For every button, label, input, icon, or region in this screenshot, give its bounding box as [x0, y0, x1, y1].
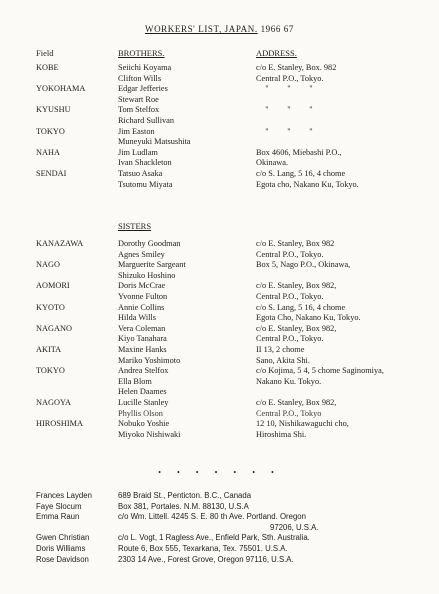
field-name: TOKYO [36, 126, 65, 136]
worker-name: Faye Slocum [36, 501, 82, 511]
title-text: WORKERS' LIST, JAPAN. [144, 24, 258, 34]
address-text: c/o L. Vogt, 1 Ragless Ave., Enfield Park, Sth. Australia. [118, 533, 310, 543]
address-text: c/o E. Stanley, Box 982 [256, 239, 335, 248]
field-name: YOKOHAMA [36, 84, 86, 94]
worker-name: Hilda Wills [118, 313, 157, 323]
worker-name: Doris McCrae [118, 281, 166, 291]
address-text: Central P.O., Tokyo. [256, 334, 324, 344]
worker-name: Frances Layden [36, 491, 92, 500]
field-name: KYUSHU [36, 105, 71, 115]
worker-name: Marguerite Sargeant [118, 260, 186, 270]
field-name: KANAZAWA [36, 239, 84, 248]
worker-name: Clifton Wills [118, 73, 162, 83]
address-text: c/o Kojima, 5 4, 5 chome Saginomiya, [256, 366, 384, 376]
worker-name: Maxine Hanks [118, 345, 167, 354]
worker-name: Jim Ludlam [118, 147, 158, 157]
worker-name: Gwen Christian [36, 533, 90, 543]
separator-dots: • • • • • • • [158, 468, 281, 477]
field-name: NAGANO [36, 323, 72, 333]
ditto-mark: " [287, 105, 291, 115]
ditto-mark: " [265, 126, 269, 136]
address-text: 12 10, Nishikawaguchi cho, [256, 419, 349, 429]
address-text: c/o E. Stanley, Box. 982 [256, 63, 337, 72]
worker-name: Kiyo Tanahara [118, 334, 167, 344]
worker-name: Nobuko Yoshie [118, 419, 170, 429]
worker-name: Tom Stelfox [118, 105, 160, 115]
worker-name: Dorothy Goodman [118, 239, 181, 248]
worker-name: Tatsuo Asaka [118, 169, 163, 178]
address-text: Hiroshima Shi. [256, 429, 307, 439]
worker-name: Mariko Yoshimoto [118, 355, 181, 365]
worker-name: Tsutomu Miyata [118, 179, 173, 189]
worker-name: Helen Daames [118, 387, 167, 397]
column-header-brothers: BROTHERS. [118, 48, 165, 58]
field-name: HIROSHIMA [36, 419, 84, 429]
field-name: AKITA [36, 345, 62, 354]
ditto-mark: " [309, 126, 313, 136]
address-ditto [256, 105, 322, 114]
address-text: Central P.O., Tokyo. [256, 73, 324, 83]
column-header-field: Field [36, 48, 54, 58]
address-text: Central P.O., Tokyo. [256, 249, 324, 259]
ditto-mark: " [287, 126, 291, 136]
address-text: Okinawa. [256, 158, 289, 168]
worker-name: Miyoko Nishiwaki [118, 429, 181, 439]
address-text: Box 381, Portales. N.M. 88130, U.S.A [118, 501, 249, 511]
field-name: SENDAI [36, 169, 67, 178]
address-ditto [256, 84, 322, 93]
worker-name: Phyllis Olson [118, 408, 163, 418]
address-text: Nakano Ku. Tokyo. [256, 376, 322, 386]
worker-name: Annie Collins [118, 302, 165, 312]
ditto-mark: " [287, 84, 291, 94]
address-text: Egota Cho, Nakano Ku, Tokyo. [256, 313, 361, 323]
address-text: c/o E. Stanley, Box 982, [256, 398, 337, 407]
sisters-header: SISTERS [118, 221, 152, 231]
field-name: KOBE [36, 63, 59, 72]
worker-name: Agnes Smiley [118, 249, 165, 259]
worker-name: Seiichi Koyama [118, 63, 172, 72]
address-text: c/o S. Lang, 5 16, 4 chome [256, 302, 346, 312]
address-ditto [256, 127, 322, 136]
address-text: 2303 14 Ave., Forest Grove, Oregon 97116, U.S.A. [118, 554, 294, 564]
worker-name: Doris Williams [36, 544, 86, 553]
worker-name: Vera Coleman [118, 323, 166, 333]
ditto-mark: " [265, 105, 269, 115]
address-text: c/o E. Stanley, Box 982, [256, 323, 337, 333]
address-text: c/o S. Lang, 5 16, 4 chome [256, 169, 346, 178]
worker-name: Richard Sullivan [118, 116, 174, 125]
worker-name: Shizuko Hoshino [118, 270, 176, 280]
page-title [0, 24, 439, 34]
address-text: II 13, 2 chome [256, 345, 305, 354]
address-text: c/o E. Stanley, Box 982, [256, 281, 337, 291]
ditto-mark: " [265, 84, 269, 94]
worker-name: Ivan Shackleton [118, 158, 172, 168]
worker-name: Ella Blom [118, 376, 152, 386]
worker-name: Lucille Stanley [118, 398, 169, 407]
worker-name: Muneyuki Matsushita [118, 137, 191, 147]
ditto-mark: " [309, 105, 313, 115]
worker-name: Yvonne Fulton [118, 292, 168, 301]
worker-name: Jim Easton [118, 126, 155, 136]
title-year: 1966 67 [260, 24, 295, 34]
worker-name: Andrea Stelfox [118, 366, 169, 376]
address-text: Sano, Akita Shi. [256, 355, 310, 365]
address-text: Box 5, Nago P.O., Okinawa, [256, 260, 351, 270]
ditto-mark: " [309, 84, 313, 94]
worker-name: Rose Davidson [36, 554, 89, 564]
address-text: Egota cho, Nakano Ku, Tokyo. [256, 179, 359, 189]
field-name: TOKYO [36, 366, 65, 376]
field-name: NAGOYA [36, 398, 72, 407]
address-text: Central P.O., Tokyo. [256, 292, 324, 301]
field-name: AOMORI [36, 281, 70, 291]
worker-name: Edgar Jefferies [118, 84, 168, 94]
field-name: NAHA [36, 147, 60, 157]
column-header-address: ADDRESS. [256, 48, 297, 58]
address-text: Route 6, Box 555, Texarkana, Tex. 75501. U.S.A. [118, 544, 288, 553]
field-name: KYOTO [36, 302, 65, 312]
address-continuation: 97206, U.S.A. [270, 522, 319, 532]
field-name: NAGO [36, 260, 60, 270]
address-text: 689 Braid St., Penticton. B.C., Canada [118, 491, 252, 500]
worker-name: Stewart Roe [118, 94, 159, 104]
address-text: Central P.O., Tokyo [256, 408, 322, 418]
address-text: Box 4606, Miebashi P.O., [256, 147, 342, 157]
worker-name: Emma Raun [36, 512, 80, 522]
address-text: c/o Wm. Littell. 4245 S. E. 80 th Ave. Portland. Oregon [118, 512, 306, 522]
